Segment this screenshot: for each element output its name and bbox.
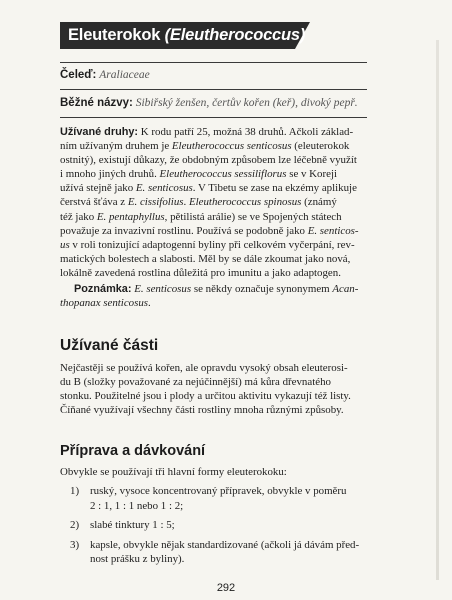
chapter-title [68, 26, 305, 45]
list-item [60, 484, 370, 513]
species-text: K rodu patří 25, možná 38 druhů. Ačkoli základ- [138, 126, 354, 138]
parts-line: Číňané využívají všechny části rostliny mnoha různými způsoby. [60, 404, 344, 417]
species-label: Užívané druhy: [60, 126, 139, 138]
preparation-heading: Příprava a dávkování [60, 443, 206, 459]
note-text: se někdy označuje synonymem [191, 283, 333, 295]
note-line [60, 296, 370, 310]
list-item-line: 2 : 1, 1 : 1 nebo 1 : 2; [90, 499, 184, 512]
list-item-line: nost prášku z byliny). [90, 553, 185, 565]
species-text: E. senticosus [135, 182, 193, 195]
common-names-value: Sibiřský ženšen, čertův kořen (keř), divoký pepř. [135, 97, 358, 109]
species-text: ostnitý), existují důkazy, že obdobným způsobem lze léčebně využít [60, 154, 357, 167]
species-text: . [183, 196, 189, 209]
list-item-text [90, 538, 370, 567]
list-item-number: 2) [70, 519, 80, 531]
species-text: v roli tonizující adaptogenní byliny při celkovém vyčerpání, rev- [69, 238, 355, 251]
species-text: Eleutherococcus sessiliflorus [159, 168, 287, 181]
preparation-list [60, 484, 370, 572]
species-line [60, 266, 370, 280]
species-line [60, 139, 370, 153]
list-item-number: 3) [70, 538, 80, 551]
list-item [60, 538, 370, 567]
preparation-intro [60, 465, 370, 479]
species-text: považuje za invazivní rostlinu. Používá se podobně jako [60, 224, 308, 237]
parts-paragraph [60, 361, 370, 417]
species-text: E. pentaphyllus [96, 210, 165, 223]
species-text: i mnoho jiných druhů. [60, 168, 160, 181]
common-names-field [60, 97, 358, 109]
chapter-title-latin: (Eleutherococcus) [164, 26, 306, 44]
species-text: E. cissifolius [127, 196, 184, 209]
species-line [60, 252, 370, 266]
list-item-number: 1) [70, 485, 80, 497]
family-label: Čeleď: [60, 69, 97, 81]
divider-names [60, 117, 367, 118]
species-text: (známý [301, 196, 337, 209]
common-names-label: Běžné názvy: [60, 97, 133, 109]
note-text: thopanax senticosus [60, 297, 149, 310]
species-line [60, 195, 370, 209]
parts-line: du B (složky považované za nejúčinnější) má kůra dřevnatého [60, 376, 331, 389]
species-line [60, 153, 370, 167]
note-label: Poznámka: [74, 283, 132, 295]
preparation-intro-text: Obvykle se používají tři hlavní formy eleuterokoku: [60, 466, 287, 478]
note-text: . [148, 297, 151, 310]
note-text: Acan- [332, 283, 359, 295]
species-line [60, 181, 370, 195]
family-value: Araliaceae [99, 69, 150, 81]
list-item-line: ruský, vysoce koncentrovaný přípravek, obvykle v poměru [90, 485, 347, 497]
list-item-text [90, 518, 370, 533]
species-text: us [60, 238, 70, 251]
species-line [60, 224, 370, 238]
species-text: . V Tibetu se zase na ekzémy aplikuje [192, 182, 357, 195]
species-text: lokálně zavedená rostlina důležitá pro imunitu a jako adaptogen. [60, 266, 341, 279]
species-text: čerstvá šťáva z [60, 196, 128, 209]
species-line [60, 125, 370, 139]
species-text: se v Koreji [286, 168, 337, 181]
chapter-title-main: Eleuterokok [68, 26, 165, 44]
species-line [60, 167, 370, 181]
species-line [60, 238, 370, 252]
species-text: , pětilistá arálie) se ve Spojených státech [164, 210, 342, 223]
species-text: ním užívaným druhem je [60, 140, 172, 153]
species-line [60, 210, 370, 224]
divider-top [60, 62, 367, 63]
note-text: E. senticosus [134, 283, 192, 295]
species-text: též jako [60, 210, 97, 223]
species-text: Eleutherococcus senticosus [171, 140, 292, 153]
note-line [60, 282, 370, 296]
species-paragraph [60, 125, 370, 280]
species-text: užívá stejně jako [60, 182, 136, 195]
parts-heading: Užívané části [60, 337, 159, 354]
family-field [60, 69, 150, 81]
page-number: 292 [216, 582, 236, 594]
list-item-text [90, 484, 370, 513]
parts-line: Nejčastěji se používá kořen, ale opravdu vysoký obsah eleuterosi- [60, 362, 348, 374]
list-item-line: slabé tinktury 1 : 5; [90, 519, 175, 531]
species-text: E. senticos- [307, 224, 359, 237]
species-text: (eleuterokok [291, 140, 350, 153]
species-text: matických bolestech a slabosti. Měl by se dále zkoumat jako nová, [60, 252, 351, 265]
page-edge-shadow [436, 40, 439, 580]
list-item [60, 518, 370, 533]
list-item-line: kapsle, obvykle nějak standardizované (ačkoli já dávám před- [90, 538, 360, 551]
divider-family [60, 89, 367, 90]
parts-line: stonku. Použitelné jsou i plody a určitou aktivitu vykazují též listy. [60, 390, 351, 403]
species-text: Eleutherococcus spinosus [188, 196, 302, 209]
note-paragraph [60, 282, 370, 310]
